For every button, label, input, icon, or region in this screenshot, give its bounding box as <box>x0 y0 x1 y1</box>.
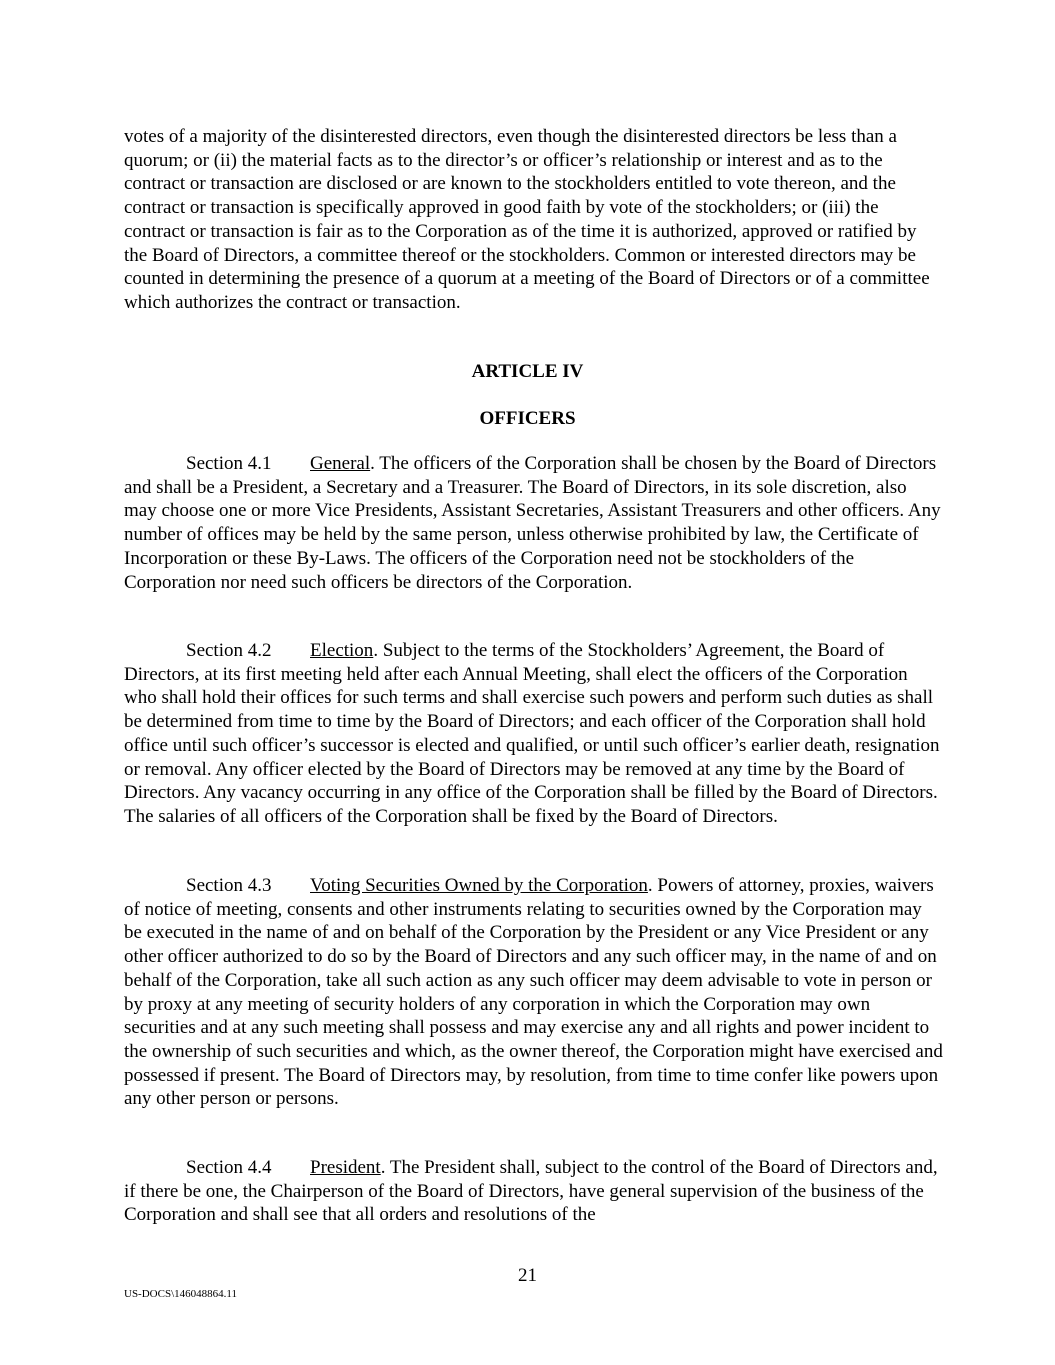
section-title: Election <box>310 640 374 661</box>
section-text: . The officers of the Corporation shall be chosen by the Board of Directors and shall be a President, a Secretary and a Treasurer. The Board of Directors, in its sole discretion, also may choose one or more Vice Presidents, Assistant Secretaries, Assistant Treasurers and other officers. Any number of offices may be held by the same person, unless otherwise prohibited by law, the Certificate of Incorporation or these By-Laws. The officers of the Corporation need not be stockholders of the Corporation nor need such officers be directors of the Corporation. <box>124 453 941 593</box>
section-title: President <box>310 1157 381 1178</box>
article-title: OFFICERS <box>479 408 576 429</box>
section-4-3 <box>124 874 944 1111</box>
section-title: Voting Securities Owned by the Corporation <box>310 875 648 896</box>
intro-paragraph <box>124 125 944 315</box>
section-text: . Subject to the terms of the Stockholders’ Agreement, the Board of Directors, at its first meeting held after each Annual Meeting, shall elect the officers of the Corporation who shall hold their offices for such terms and shall exercise such powers and perform such duties as shall be determined from time to time by the Board of Directors; and each officer of the Corporation shall hold office until such officer’s successor is elected and qualified, or until such officer’s earlier death, resignation or removal. Any officer elected by the Board of Directors may be removed at any time by the Board of Directors. Any vacancy occurring in any office of the Corporation shall be filled by the Board of Directors. The salaries of all officers of the Corporation shall be fixed by the Board of Directors. <box>124 640 940 827</box>
page-number: 21 <box>518 1265 537 1286</box>
section-number: Section 4.2 <box>186 640 272 661</box>
section-text: . The President shall, subject to the control of the Board of Directors and, if there be one, the Chairperson of the Board of Directors, have general supervision of the business of the Corporation and shall see that all orders and resolutions of the <box>124 1157 938 1226</box>
document-id: US-DOCS\146048864.11 <box>124 1288 237 1300</box>
section-4-2 <box>124 639 944 829</box>
section-number: Section 4.3 <box>186 875 272 896</box>
section-title: General <box>310 453 371 474</box>
article-heading: ARTICLE IV <box>471 361 584 382</box>
section-4-4 <box>124 1156 944 1227</box>
section-4-1 <box>124 452 944 594</box>
section-number: Section 4.4 <box>186 1157 272 1178</box>
section-number: Section 4.1 <box>186 453 272 474</box>
section-text: . Powers of attorney, proxies, waivers of notice of meeting, consents and other instruments relating to securities owned by the Corporation may be executed in the name of and on behalf of the Corporation by the President or any Vice President or any other officer authorized to do so by the Board of Directors and any such officer may, in the name of and on behalf of the Corporation, take all such action as any such officer may deem advisable to vote in person or by proxy at any meeting of security holders of any corporation in which the Corporation may own securities and at any such meeting shall possess and may exercise any and all rights and power incident to the ownership of such securities and which, as the owner thereof, the Corporation might have exercised and possessed if present. The Board of Directors may, by resolution, from time to time confer like powers upon any other person or persons. <box>124 875 943 1110</box>
intro-paragraph-text: votes of a majority of the disinterested directors, even though the disinterested directors be less than a quorum; or (ii) the material facts as to the director’s or officer’s relationship or interest and as to the contract or transaction are disclosed or are known to the stockholders entitled to vote thereon, and the contract or transaction is specifically approved in good faith by vote of the stockholders; or (iii) the contract or transaction is fair as to the Corporation as of the time it is authorized, approved or ratified by the Board of Directors, a committee thereof or the stockholders. Common or interested directors may be counted in determining the presence of a quorum at a meeting of the Board of Directors or of a committee which authorizes the contract or transaction. <box>124 126 930 313</box>
